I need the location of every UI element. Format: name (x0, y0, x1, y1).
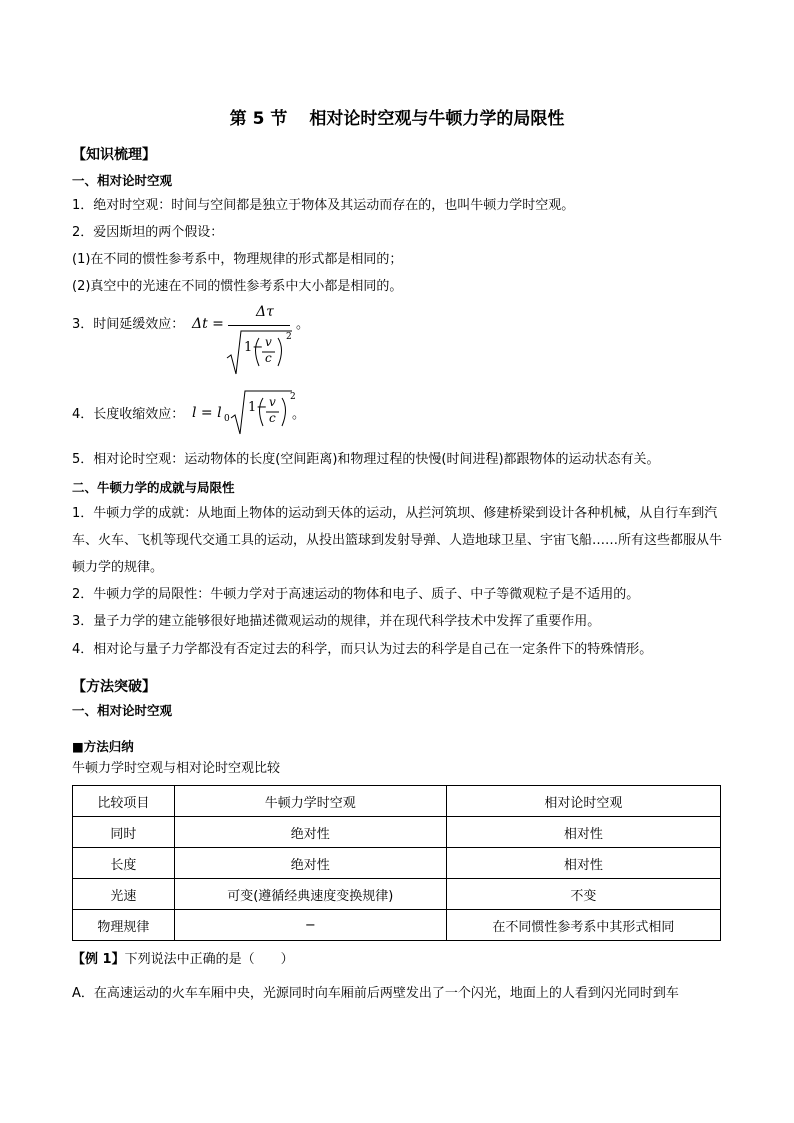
table-row (73, 817, 721, 848)
table-cell: 不变 (446, 879, 720, 910)
paragraph-quantum-mechanics: 3．量子力学的建立能够很好地描述微观运动的规律，并在现代科学技术中发挥了重要作用。 (72, 614, 601, 629)
table-cell: 绝对性 (174, 817, 446, 848)
table-header: 相对论时空观 (446, 786, 720, 817)
c-symbol: c (265, 351, 272, 365)
table-row (73, 910, 721, 941)
part2-heading: 二、牛顿力学的成就与局限性 (72, 480, 235, 495)
table-cell: 绝对性 (174, 848, 446, 879)
time-dilation-formula (192, 304, 312, 376)
exponent-2: 2 (286, 332, 292, 342)
one-minus: 1− (244, 340, 264, 355)
one-minus: 1− (248, 400, 268, 415)
fraction-bar (228, 325, 290, 326)
table-cell: − (174, 910, 446, 941)
method-heading: 【方法突破】 (72, 679, 156, 695)
length-contraction-label: 4．长度收缩效应： (72, 407, 185, 422)
example-question: 下列说法中正确的是（ ） (124, 952, 294, 967)
l-subscript-0: 0 (224, 414, 230, 424)
table-cell: 光速 (73, 879, 175, 910)
postulate-1: (1)在不同的惯性参考系中，物理规律的形式都是相同的； (72, 252, 403, 267)
paragraph-relativity-and-quantum: 4．相对论与量子力学都没有否定过去的科学，而只认为过去的科学是自己在一定条件下的特殊情形。 (72, 642, 653, 657)
part1-heading: 一、相对论时空观 (72, 173, 173, 188)
table-row (73, 848, 721, 879)
knowledge-heading: 【知识梳理】 (72, 147, 156, 163)
page-title (0, 104, 794, 129)
summary-heading: ■方法归纳 (72, 739, 134, 754)
table-caption: 牛顿力学时空观与相对论时空观比较 (72, 761, 281, 776)
delta-tau-symbol: Δτ (256, 304, 274, 320)
v-symbol: v (269, 395, 276, 409)
table-cell: 同时 (73, 817, 175, 848)
example-label: 【例 1】 (72, 952, 125, 967)
table-cell: 长度 (73, 848, 175, 879)
time-dilation-end: 。 (296, 317, 310, 332)
method-part1-heading: 一、相对论时空观 (72, 703, 173, 718)
paragraph-absolute-spacetime: 1．绝对时空观：时间与空间都是独立于物体及其运动而存在的，也叫牛顿力学时空观。 (72, 198, 575, 213)
section-number: 第 5 节 (229, 109, 288, 129)
length-contraction-end: 。 (292, 407, 306, 422)
example-option-a: A．在高速运动的火车车厢中央，光源同时向车厢前后两壁发出了一个闪光，地面上的人看到闪光同时到车 (72, 986, 679, 1001)
section-title: 相对论时空观与牛顿力学的局限性 (309, 109, 565, 129)
time-dilation-label: 3．时间延缓效应： (72, 317, 185, 332)
table-row (73, 879, 721, 910)
exponent-2: 2 (290, 392, 296, 402)
delta-t-symbol: Δt = (192, 316, 224, 332)
table-header: 牛顿力学时空观 (174, 786, 446, 817)
l-equals-l: l = l (192, 405, 222, 421)
table-cell: 相对性 (446, 817, 720, 848)
c-symbol: c (269, 411, 276, 425)
table-header-row (73, 786, 721, 817)
paragraph-newton-limitations: 2．牛顿力学的局限性：牛顿力学对于高速运动的物体和电子、质子、中子等微观粒子是不适用的。 (72, 587, 640, 602)
table-cell: 物理规律 (73, 910, 175, 941)
example-1 (72, 951, 294, 969)
paragraph-newton-achievements: 1．牛顿力学的成就：从地面上物体的运动到天体的运动，从拦河筑坝、修建桥梁到设计各种机械，从自行车到汽车、火车、飞机等现代交通工具的运动，从投出篮球到发射导弹、人造地球卫星、宇宙飞船……所有这些都服从牛顿力学的规律。 (72, 506, 723, 575)
length-contraction-formula (192, 388, 302, 438)
table-header: 比较项目 (73, 786, 175, 817)
table-cell: 在不同惯性参考系中其形式相同 (446, 910, 720, 941)
postulate-2: (2)真空中的光速在不同的惯性参考系中大小都是相同的。 (72, 279, 403, 294)
table-cell: 可变(遵循经典速度变换规律) (174, 879, 446, 910)
table-cell: 相对性 (446, 848, 720, 879)
paragraph-relativistic-spacetime: 5．相对论时空观：运动物体的长度(空间距离)和物理过程的快慢(时间进程)都跟物体的运动状态有关。 (72, 452, 660, 467)
v-symbol: v (265, 335, 272, 349)
paragraph-einstein-postulates: 2．爱因斯坦的两个假设： (72, 225, 224, 240)
comparison-table (72, 785, 721, 941)
